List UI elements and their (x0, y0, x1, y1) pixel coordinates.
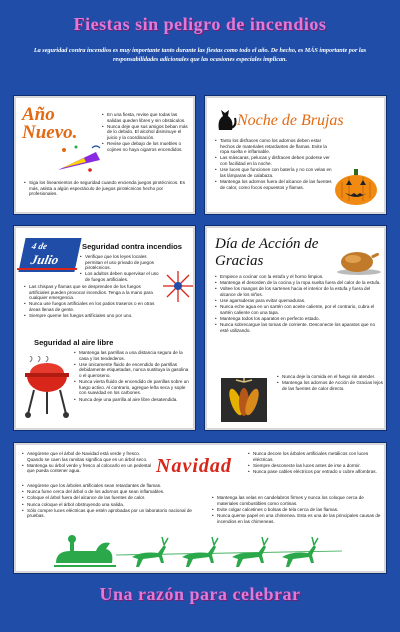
list-item: • Nunca vierta fluido de encendido de parrillas sobre un fuego activo. Al contrario, agregue leña seca y sople con suavidad en los carbones. (74, 379, 192, 396)
halloween-bullets (215, 138, 333, 191)
indian-corn-icon (221, 378, 267, 422)
christmas-bullets-right (248, 451, 380, 475)
thanksgiving-heading: Día de Acción de Gracias (215, 236, 319, 269)
list-item: • Mantenga las parrillas a una distancia segura de la casa y los tendederos. (74, 350, 192, 361)
christmas-bullets-left-cont (22, 483, 210, 520)
list-item: • Mantenga las velas en candelabros firmes y nunca los coloque cerca de materiales combustibles como cortinas. (212, 495, 382, 506)
poster-title: Fiestas sin peligro de incendios (73, 14, 327, 34)
july4-panel (14, 226, 195, 430)
outdoor-bullets (74, 350, 192, 403)
grill-icon (22, 356, 72, 420)
list-item: • Empiece a cocinar con la estufa y el horno limpios. (215, 274, 383, 280)
list-item: • Sólo compre luces eléctricas que estén aprobadas por un laboratorio nacional de pruebas. (22, 508, 210, 519)
july4-logo: 4 de Julio (18, 238, 81, 272)
list-item: • Nunca decore los árboles artificiales metálicos con luces eléctricas. (248, 451, 380, 462)
halloween-panel (205, 96, 386, 214)
list-item: • Use luces que funcionen con batería y no con velas en las lámparas de calabaza. (215, 167, 333, 178)
list-item: • Mantenga los adornos fuera del alcance de las fuentes de calor, como focos expuestos y flamas. (215, 179, 333, 190)
list-item: • Mantenga todos los aparatos en perfecto estado. (215, 316, 383, 322)
list-item: • Voltee los mangos de los sartenes hacia el interior de la estufa y fuera del alcance de los niños. (215, 286, 383, 297)
christmas-panel (14, 443, 386, 573)
jack-o-lantern-icon (333, 168, 379, 206)
thanksgiving-panel (205, 226, 386, 430)
intro-text: La seguridad contra incendios es muy importante tanto durante las fiestas como todo el año. De hecho, es MÁS importante por las responsabilidades adicionales que las ocasiones especiales implican. (33, 47, 367, 63)
list-item: • Evite colgar calcetines o bolsas de tela cerca de las flamas. (212, 507, 382, 513)
list-item: • Nunca deje que sus amigos beban más de lo debido. El alcohol disminuye el juicio y la coordinación. (102, 124, 192, 141)
list-item: • Siga los lineamientos de seguridad cuando encienda juegos pirotécnicos. Es más, asista a algún espectáculo de juegos pirotécnicos hecho por profesionales. (24, 180, 189, 197)
list-item: • Nunca queme papel en una chimenea. Esta es una de las principales causas de incendios en las chimeneas. (212, 513, 382, 524)
black-cat-icon (213, 104, 237, 132)
list-item: • Asegúrese que los árboles artificiales sean retardantes de flamas. (22, 483, 210, 489)
outdoor-heading: Seguridad al aire libre (34, 338, 114, 347)
list-item: • Nunca sobrecargue las tomas de corriente. Desconecte los aparatos que no esté utilizando. (215, 322, 383, 333)
list-item: • Mantenga el desorden de la cocina y la ropa suelta fuera del calor de la estufa. (215, 280, 383, 286)
christmas-bullets-left (22, 451, 154, 475)
list-item: • Revise que debajo de los muebles o cojines no haya cigarros encendidos. (102, 141, 192, 152)
july4-heading: Seguridad contra incendios (82, 242, 183, 251)
halloween-heading: Noche de Brujas (237, 112, 344, 129)
list-item: • Siempre desconecte las luces antes de irse a dormir. (248, 463, 380, 469)
footer-slogan: Una razón para celebrar (99, 584, 301, 604)
new-year-bullets-right (102, 112, 192, 153)
list-item: • Nunca pase cables eléctricos por entrado o cubre alfombras. (248, 469, 380, 475)
list-item: • En una fiesta, revise que todas las salidas queden libres y sin obstáculos. (102, 112, 192, 123)
list-item: • Use agarraderas para evitar quemaduras. (215, 298, 383, 304)
list-item: • Mantenga su árbol verde y fresco al colocarlo en un pedestal que pueda contener agua. (22, 463, 154, 474)
list-item: • Las máscaras, pelucas y disfraces deben poderse ver con facilidad en la noche. (215, 155, 333, 166)
list-item: • Verifique que los leyes locales permitan el uso privado de juegos pirotécnicos. (80, 254, 162, 271)
list-item: • Nunca fume cerca del árbol o de los adornos que sean inflamables. (22, 489, 210, 495)
july4-bullets-right (80, 254, 162, 283)
christmas-heading: Navidad (156, 455, 232, 477)
list-item: • Las chispas y flamas que se desprenden de los fuegos artificiales pueden provocar incendios. Tenga a la mano para cualquier emergencia. (24, 284, 158, 301)
christmas-bullets-wide (212, 495, 382, 525)
list-item: • Nunca deje la comida en el fuego sin atender. (277, 374, 383, 380)
thanksgiving-bullets-bottom (277, 374, 383, 392)
list-item: • Los adultos deben supervisar el uso de fuegos artificiales. (80, 271, 162, 282)
list-item: • Nunca coloque el árbol obstruyendo una salida. (22, 502, 210, 508)
firework-icon (162, 270, 194, 304)
reindeer-sleigh-icon (52, 533, 352, 571)
list-item: • Tanto los disfraces como los adornos deben estar hechos de materiales retardantes de flamas. Evite la ropa suelta e inflamable. (215, 138, 333, 155)
list-item: • Nunca deje una parrilla al aire libre desatendida. (74, 397, 192, 403)
list-item: • Coloque el árbol fuera del alcance de las fuentes de calor. (22, 495, 210, 501)
july4-bullets-full (24, 284, 158, 319)
list-item: • Use únicamente fluido de encendido de parrillas debidamente etiquetadas, nunca sustituya la gasolina o el queroseno. (74, 362, 192, 379)
list-item: • Mantenga los adornos de Acción de Gracias lejos de las fuentes de calor directo. (277, 380, 383, 391)
list-item: • Nunca use fuegos artificiales en los patios traseros o en otras áreas llenas de gente. (24, 301, 158, 312)
turkey-icon (335, 244, 383, 276)
list-item: • Siempre queme los fuegos artificiales uno por uno. (24, 313, 158, 319)
party-horn-icon (56, 144, 104, 174)
list-item: • Nunca eche agua en un sartén con aceite caliente, por el contrario, cubra el sartén caliente con una tapa. (215, 304, 383, 315)
new-year-bullets-bottom (24, 180, 189, 197)
list-item: • Asegúrese que el árbol de Navidad está verde y fresco. Quando se caen las ramitas significa que es un árbol seco. (22, 451, 154, 462)
new-year-heading: Año Nuevo. (22, 104, 78, 143)
new-year-panel (14, 96, 195, 214)
thanksgiving-bullets (215, 274, 383, 334)
